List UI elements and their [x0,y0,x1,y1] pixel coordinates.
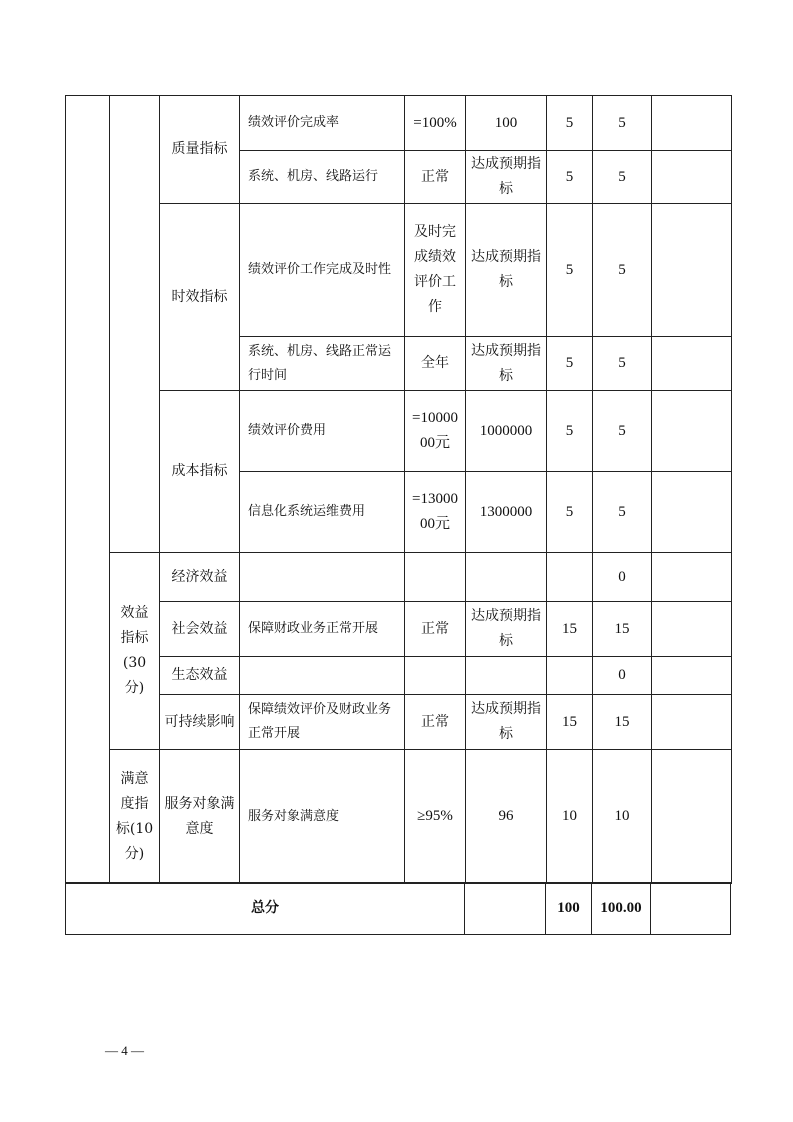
score-value: 5 [593,96,652,151]
actual-value: 96 [466,750,547,884]
weight-value: 15 [547,602,593,657]
actual-value: 达成预期指标 [466,695,547,750]
score-value: 0 [593,553,652,602]
target-value: 全年 [405,337,466,391]
target-value: 正常 [405,602,466,657]
weight-value: 5 [547,204,593,337]
note-cell [652,602,732,657]
table-row [66,553,732,602]
weight-value: 5 [547,391,593,472]
note-cell [652,657,732,695]
total-note [651,883,731,935]
indicator-name: 信息化系统运维费用 [240,472,405,553]
target-value: 正常 [405,695,466,750]
table-row [66,204,732,337]
sustainable-label: 可持续影响 [160,695,240,750]
table-row [66,96,732,151]
target-value: =100% [405,96,466,151]
performance-table [65,95,732,884]
weight-value: 5 [547,96,593,151]
note-cell [652,337,732,391]
indicator-name: 绩效评价费用 [240,391,405,472]
note-cell [652,553,732,602]
satisfaction-label: 满意度指标(10分) [110,750,160,884]
target-value: =1000000元 [405,391,466,472]
economic-label: 经济效益 [160,553,240,602]
note-cell [652,151,732,204]
score-value: 15 [593,695,652,750]
score-value: 5 [593,204,652,337]
target-value: 及时完成绩效评价工作 [405,204,466,337]
quality-label: 质量指标 [160,96,240,204]
table-row [66,391,732,472]
weight-value: 10 [547,750,593,884]
ecological-label: 生态效益 [160,657,240,695]
actual-value: 达成预期指标 [466,337,547,391]
weight-value: 15 [547,695,593,750]
note-cell [652,695,732,750]
target-value [405,657,466,695]
benefit-label: 效益指标(30分) [110,553,160,750]
actual-value: 达成预期指标 [466,204,547,337]
score-value: 5 [593,151,652,204]
actual-value [466,657,547,695]
actual-value: 1000000 [466,391,547,472]
score-value: 5 [593,391,652,472]
table-row [66,750,732,884]
weight-value [547,657,593,695]
actual-value: 1300000 [466,472,547,553]
weight-value: 5 [547,151,593,204]
target-value [405,553,466,602]
indicator-name: 保障绩效评价及财政业务正常开展 [240,695,405,750]
indicator-name: 保障财政业务正常开展 [240,602,405,657]
note-cell [652,750,732,884]
score-value: 5 [593,337,652,391]
indicator-name: 绩效评价完成率 [240,96,405,151]
actual-value: 达成预期指标 [466,151,547,204]
indicator-name [240,657,405,695]
score-value: 5 [593,472,652,553]
indicator-name [240,553,405,602]
indicator-name: 绩效评价工作完成及时性 [240,204,405,337]
target-value: ≥95% [405,750,466,884]
total-label: 总分 [66,883,465,935]
target-value: 正常 [405,151,466,204]
table-row [66,657,732,695]
note-cell [652,391,732,472]
score-value: 10 [593,750,652,884]
total-weight: 100 [546,883,592,935]
table-row [66,695,732,750]
total-actual [465,883,546,935]
social-label: 社会效益 [160,602,240,657]
weight-value: 5 [547,337,593,391]
indicator-name: 系统、机房、线路正常运行时间 [240,337,405,391]
indicator-name: 系统、机房、线路运行 [240,151,405,204]
note-cell [652,96,732,151]
actual-value: 100 [466,96,547,151]
page-number: — 4 — [105,1043,144,1058]
weight-value: 5 [547,472,593,553]
target-value: =1300000元 [405,472,466,553]
weight-value [547,553,593,602]
note-cell [652,472,732,553]
score-value: 0 [593,657,652,695]
total-row [66,883,731,935]
cost-label: 成本指标 [160,391,240,553]
note-cell [652,204,732,337]
table-row [66,602,732,657]
total-table [65,882,731,935]
col2-cell [110,96,160,553]
actual-value [466,553,547,602]
total-score: 100.00 [592,883,651,935]
score-value: 15 [593,602,652,657]
timeliness-label: 时效指标 [160,204,240,391]
col1-cell [66,96,110,884]
satisfaction-sub-label: 服务对象满意度 [160,750,240,884]
actual-value: 达成预期指标 [466,602,547,657]
indicator-name: 服务对象满意度 [240,750,405,884]
